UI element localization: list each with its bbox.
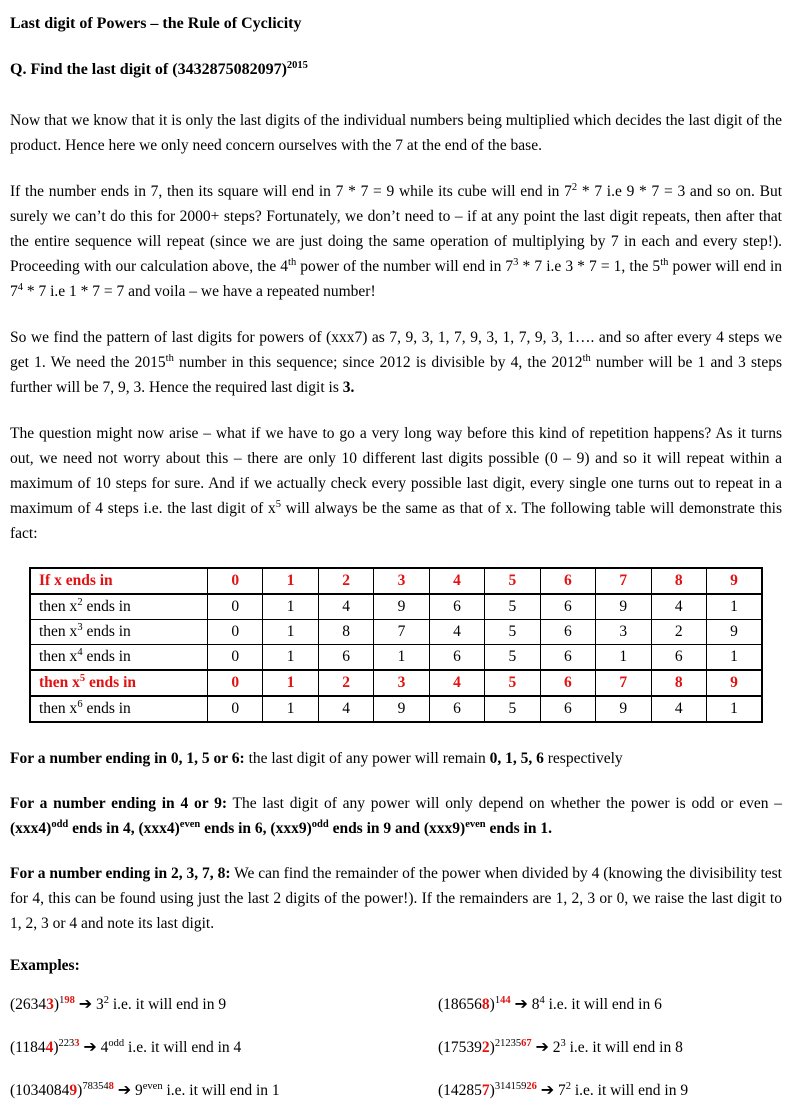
text-segment: 8 [481,996,490,1013]
table-row [30,620,762,645]
table-cell: 0 [208,645,263,671]
text-segment: 223 [58,1038,75,1049]
text-segment: 4 [45,1039,54,1056]
table-cell: 2 [318,568,373,594]
arrow-icon: ➔ [514,994,528,1013]
text-segment: ends in 1. [485,820,552,837]
text-segment: then x [39,674,80,691]
text-segment: 9 [69,1082,78,1099]
text-segment: (2634 [10,996,47,1013]
table-cell: 4 [429,568,484,594]
text-segment: 2 [103,995,109,1006]
table-cell: 8 [651,670,706,696]
text-segment: ) [489,1039,495,1056]
text-segment: 1 [494,995,501,1006]
table-cell: 1 [596,645,651,671]
arrow-icon: ➔ [535,1037,549,1056]
table-cell: 4 [318,594,373,620]
arrow-icon: ➔ [78,994,93,1013]
text-segment: 8 [527,996,540,1013]
text-segment: then x [39,700,78,717]
table-row [30,670,762,696]
text-segment: ends in [85,674,137,691]
table-row-label [30,594,208,620]
text-segment: 78354 [82,1081,109,1092]
text-segment: If the number ends in 7, then its square will end in 7 * 7 = 9 while its cube will end in 7 [10,183,572,200]
table-cell: 0 [208,568,263,594]
table-cell: 6 [318,645,373,671]
note-ending-2378 [10,861,782,936]
table-cell: 3 [374,670,429,696]
table-cell: 0 [208,620,263,645]
table-cell: 6 [540,594,595,620]
text-segment: 21235 [494,1038,522,1049]
table-cell: 1 [263,696,318,722]
note-ending-49 [10,791,782,841]
text-segment: * 7 i.e 1 * 7 = 7 and voila – we have a repeated number! [23,283,376,300]
text-segment: 5 [79,673,86,684]
text-segment: For a number ending in 0, 1, 5 or 6: [10,750,245,767]
text-segment: then x [39,598,78,615]
table-row [30,594,762,620]
table-cell: 4 [429,620,484,645]
paragraph-pattern-answer [10,325,782,400]
table-row [30,568,762,594]
text-segment: power will end in 7 [10,258,782,300]
table-cell: 4 [651,696,706,722]
table-cell: 6 [429,696,484,722]
table-cell: 2 [318,670,373,696]
text-segment: ends in 9 and (xxx9) [328,820,466,837]
example-item [438,990,782,1018]
table-cell: 8 [651,568,706,594]
table-cell: 7 [596,568,651,594]
cyclicity-table [29,567,763,723]
table-cell: 1 [263,594,318,620]
table-row [30,696,762,722]
text-segment: 3 [92,996,104,1013]
table-cell: 3 [374,568,429,594]
text-segment: 1 [59,995,65,1006]
question-line [10,60,782,80]
table-cell: 0 [208,670,263,696]
text-segment: For a number ending in 4 or 9: [10,795,228,812]
text-segment: ) [489,996,495,1013]
arrow-icon: ➔ [540,1080,555,1099]
text-segment: If x ends in [39,572,113,589]
table-cell: 6 [651,645,706,671]
text-segment: ) [489,1082,495,1099]
text-segment: 67 [521,1038,532,1049]
text-segment: i.e. it will end in 4 [124,1039,242,1056]
table-cell: 1 [263,645,318,671]
examples-grid [10,990,782,1104]
text-segment: So we find the pattern of last digits for powers of (xxx7) as 7, 9, 3, 1, 7, 9, 3, 1, 7, 9, 3, 1…. and so after every 4 steps we get 1. We need the 2015 [10,329,782,371]
table-cell: 4 [429,670,484,696]
paragraph-repetition-bound [10,421,782,546]
text-segment: ) [53,996,60,1013]
table-cell: 5 [485,620,540,645]
text-segment: 2 [548,1039,561,1056]
note-ending-0156 [10,746,782,771]
text-segment: respectively [543,750,623,767]
table-row-label [30,568,208,594]
text-segment: the last digit of any power will remain [244,750,490,767]
table-cell: 6 [540,620,595,645]
table-cell: 6 [540,645,595,671]
text-segment: 4 [77,647,83,658]
text-segment: then x [39,648,78,665]
example-item [10,1076,438,1104]
text-segment: 2 [565,1081,571,1092]
table-cell: 1 [706,594,762,620]
text-segment: (18656 [438,996,482,1013]
table-cell: 5 [485,568,540,594]
text-segment: will always be the same as that of x. The following table will demonstrate this fact: [10,500,782,542]
table-cell: 1 [263,670,318,696]
text-segment: The question might now arise – what if we have to go a very long way before this kind of repetition happens? As it turns out, we need not worry about this – there are only 10 different last digits possible (0 – 9) and so it will repeat within a maximum of 10 steps for sure. And if we actually check every possible last digit, every single one turns out to repeat in a maximum of 4 steps i.e. the last digit of x [10,425,782,517]
table-cell: 9 [374,696,429,722]
table-cell: 5 [485,696,540,722]
example-item [10,1033,438,1061]
table-cell: 5 [485,670,540,696]
cyclicity-table-body [30,568,762,722]
table-cell: 0 [208,696,263,722]
paragraph-intro [10,108,782,158]
table-cell: 6 [540,568,595,594]
text-segment: odd [311,819,329,830]
table-cell: 9 [706,620,762,645]
text-segment: number in this sequence; since 2012 is divisible by 4, the 2012 [173,354,583,371]
text-segment: 4 [539,995,545,1006]
text-segment: i.e. it will end in 6 [544,996,662,1013]
text-segment: ends in 6, (xxx9) [200,820,312,837]
text-segment: 3. [342,379,355,396]
text-segment: The last digit of any power will only depend on whether the power is odd or even – [227,795,782,812]
text-segment: ends in [82,598,131,615]
text-segment: (1184 [10,1039,46,1056]
table-cell: 4 [318,696,373,722]
text-segment: ) [53,1039,59,1056]
table-row-label [30,696,208,722]
table-cell: 1 [263,568,318,594]
text-segment: 314159 [494,1081,527,1092]
text-segment: ends in [82,623,131,640]
table-cell: 8 [318,620,373,645]
text-segment: (14285 [438,1082,482,1099]
text-segment: ends in [82,648,131,665]
arrow-icon: ➔ [117,1080,132,1099]
text-segment: For a number ending in 2, 3, 7, 8: [10,865,231,882]
page-title: Last digit of Powers – the Rule of Cyclicity [10,15,302,32]
text-segment: number will be 1 and 3 steps further will be 7, 9, 3. Hence the required last digit is [10,354,782,396]
paragraph-cycle-explanation [10,179,782,304]
text-segment: 2 [571,182,578,193]
text-segment: 7 [481,1082,490,1099]
table-cell: 2 [651,620,706,645]
text-segment: 9 [131,1082,143,1099]
table-cell: 1 [706,645,762,671]
text-segment: 3 [560,1038,566,1049]
text-segment: th [288,257,297,268]
table-cell: 3 [596,620,651,645]
arrow-icon: ➔ [83,1037,97,1056]
text-segment: i.e. it will end in 9 [571,1082,689,1099]
text-segment: i.e. it will end in 8 [565,1039,683,1056]
text-segment: i.e. it will end in 1 [162,1082,280,1099]
text-segment: ends in [82,700,131,717]
text-segment: th [660,257,669,268]
table-cell: 5 [485,645,540,671]
table-cell: 9 [706,568,762,594]
example-item [10,990,438,1018]
table-row [30,645,762,671]
table-cell: 4 [651,594,706,620]
example-item [438,1033,782,1061]
text-segment: th [165,353,174,364]
table-cell: 6 [540,696,595,722]
text-segment: 3 [74,1038,80,1049]
table-cell: 9 [596,594,651,620]
table-cell: 6 [429,645,484,671]
text-segment: 0, 1, 5, 6 [489,750,544,767]
text-segment: power of the number will end in 7 [296,258,514,275]
table-row-label [30,645,208,671]
text-segment: even [179,819,201,830]
text-segment: 44 [500,995,511,1006]
table-cell: 7 [374,620,429,645]
table-cell: 1 [706,696,762,722]
text-segment: ) [77,1082,83,1099]
text-segment: odd [108,1038,125,1049]
table-cell: 9 [596,696,651,722]
text-segment: Now that we know that it is only the last digits of the individual numbers being multiplied which decides the last digit of the product. Hence here we only need concern ourselves with the 7 at the end of the base. [10,112,782,154]
text-segment: * 7 i.e 9 * 7 = 3 and so on. But surely we can’t do this for 2000+ steps? Fortunately, we don’t need to – if at any point the last digit repeats, then after that the entire sequence will repeat (since we are just doing the same operation of multiplying by 7 in each and every step!). Proceeding with our calculation above, the 4 [10,183,782,275]
text-segment: even [142,1081,163,1092]
text-segment: 2 [481,1039,490,1056]
text-segment: Q. Find the last digit of (3432875082097) [10,61,287,78]
text-segment: even [465,819,486,830]
text-segment: 2015 [286,60,308,71]
text-segment: (1034084 [10,1082,70,1099]
text-segment: 3 [77,622,83,633]
text-segment: 5 [275,499,281,510]
text-segment: We can find the remainder of the power when divided by 4 (knowing the divisibility test for 4, this can be found using just the last 2 digits of the power!). If the remainders are 1, 2, 3 or 0, we raise the last digit to 1, 2, 3 or 4 and note its last digit. [10,865,782,932]
table-cell: 9 [374,594,429,620]
table-cell: 0 [208,594,263,620]
table-cell: 7 [596,670,651,696]
text-segment: 3 [46,996,54,1013]
example-item [438,1076,782,1104]
text-segment: (17539 [438,1039,482,1056]
text-segment: 4 [17,282,23,293]
table-cell: 6 [540,670,595,696]
table-cell: 6 [429,594,484,620]
text-segment: 4 [96,1039,109,1056]
text-segment: 98 [64,995,75,1006]
text-segment: 7 [554,1082,566,1099]
text-segment: 6 [77,699,83,710]
table-cell: 9 [706,670,762,696]
text-segment: 3 [513,257,519,268]
examples-heading: Examples: [10,957,80,974]
table-row-label [30,620,208,645]
text-segment: 26 [526,1081,537,1092]
text-segment: 8 [108,1081,114,1092]
text-segment: 2 [77,597,83,608]
table-cell: 1 [263,620,318,645]
text-segment: (xxx4) [10,820,52,837]
text-segment: odd [51,819,69,830]
table-row-label [30,670,208,696]
table-cell: 5 [485,594,540,620]
text-segment: * 7 i.e 3 * 7 = 1, the 5 [518,258,661,275]
text-segment: ends in 4, (xxx4) [68,820,180,837]
text-segment: i.e. it will end in 9 [109,996,227,1013]
table-cell: 1 [374,645,429,671]
text-segment: th [582,353,591,364]
text-segment: then x [39,623,78,640]
